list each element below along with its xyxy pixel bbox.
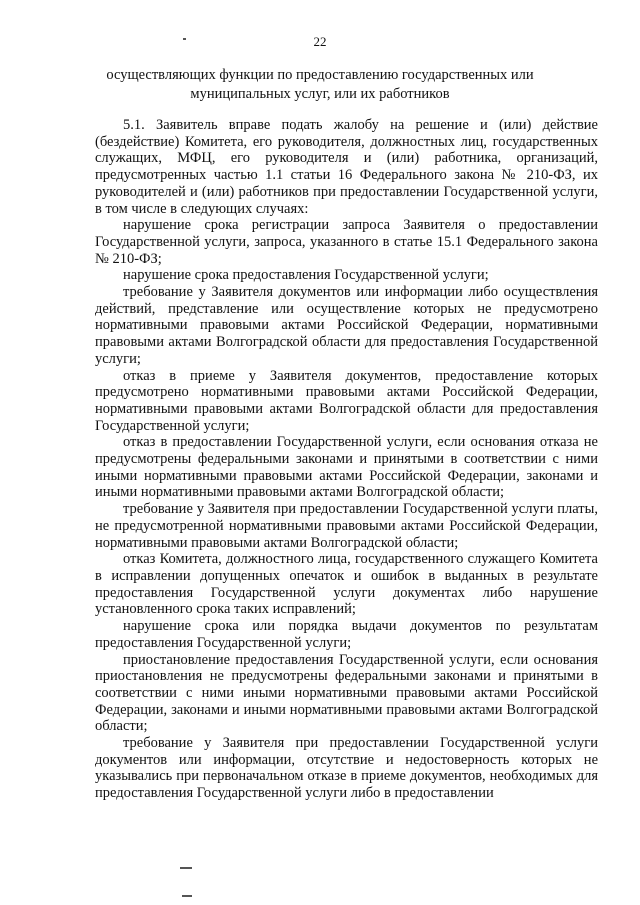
list-item: приостановление предоставления Государственной услуги, если основания приостановления не предусмотрены федеральными законами и принятыми в соответствии с ними иными нормативными правовыми актами Российской Федерации, законами и иными нормативными правовыми актами Волгоградской области;	[95, 651, 598, 735]
list-item: нарушение срока регистрации запроса Заявителя о предоставлении Государственной услуги, запроса, указанного в статье 15.1 Федерального закона № 210-ФЗ;	[95, 217, 598, 267]
section-heading	[0, 66, 640, 104]
paragraph-5-1: 5.1. Заявитель вправе подать жалобу на решение и (или) действие (бездействие) Комитета, его руководителя, должностных лиц, государственных служащих, МФЦ, его руководителя и (или) работника, организаций, предусмотренных частью 1.1 статьи 16 Федерального закона № 210-ФЗ, их руководителей и (или) работников при предоставлении Государственной услуги, в том числе в следующих случаях:	[95, 117, 598, 217]
list-item: отказ в предоставлении Государственной услуги, если основания отказа не предусмотрены федеральными законами и принятыми в соответствии с ними иными нормативными правовыми актами Российской Федерации, законами и иными нормативными правовыми актами Волгоградской области;	[95, 434, 598, 501]
heading-line-1: осуществляющих функции по предоставлению государственных или	[106, 67, 534, 83]
list-item: отказ в приеме у Заявителя документов, предоставление которых предусмотрено нормативными правовыми актами Российской Федерации, нормативными правовыми актами Волгоградской области для предоставления Государственной услуги;	[95, 367, 598, 434]
scan-mark-bottom	[180, 867, 192, 869]
page-number: 22	[313, 34, 327, 49]
list-item: требование у Заявителя при предоставлении Государственной услуги платы, не предусмотренной нормативными правовыми актами Российской Федерации, нормативными правовыми актами Волгоградской области;	[95, 501, 598, 551]
list-item: отказ Комитета, должностного лица, государственного служащего Комитета в исправлении допущенных опечаток и ошибок в выданных в результате предоставления Государственной услуги документах либо нарушение установленного срока таких исправлений;	[95, 551, 598, 618]
list-item: нарушение срока или порядка выдачи документов по результатам предоставления Государственной услуги;	[95, 618, 598, 651]
heading-line-2: муниципальных услуг, или их работников	[190, 86, 450, 102]
list-item: требование у Заявителя документов или информации либо осуществления действий, представление или осуществление которых не предусмотрено нормативными правовыми актами Российской Федерации, нормативными правовыми актами Волгоградской области для предоставления Государственной услуги;	[95, 284, 598, 367]
list-item: требование у Заявителя при предоставлении Государственной услуги документов или информации, отсутствие и недостоверность которых не указывались при первоначальном отказе в приеме документов, необходимых для предоставления Государственной услуги либо в предоставлении	[95, 735, 598, 802]
list-item: нарушение срока предоставления Государственной услуги;	[123, 267, 489, 284]
body-text	[95, 117, 598, 802]
scan-mark-bottom	[182, 895, 192, 897]
